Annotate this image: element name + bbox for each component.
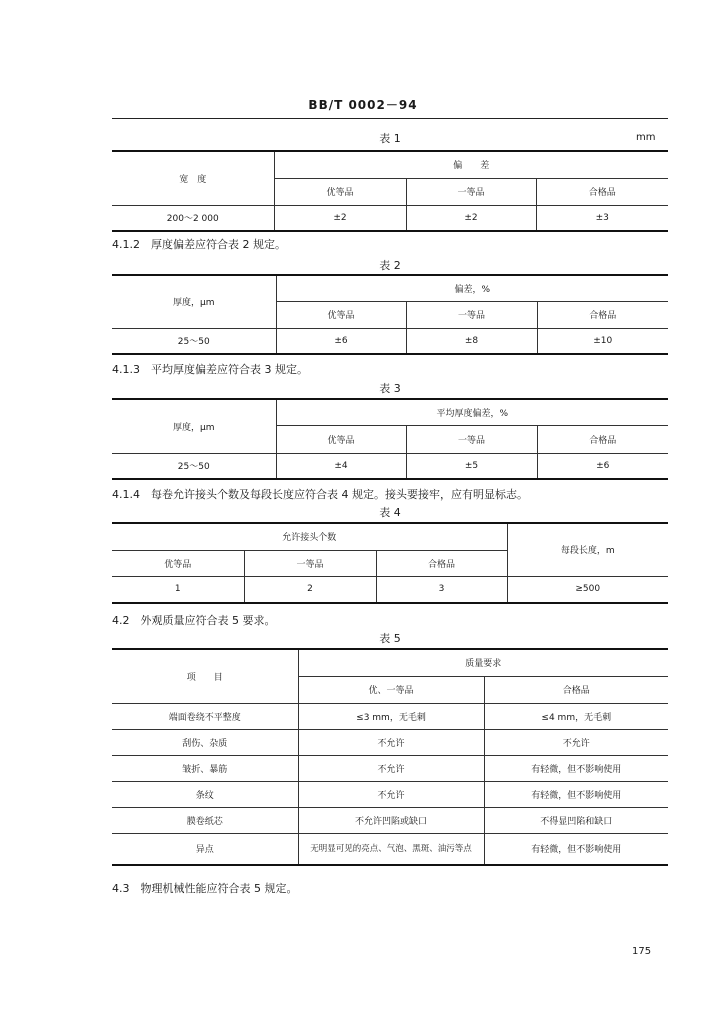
table5-cell: 有轻微，但不影响使用	[484, 833, 668, 865]
table3-thickness-header: 厚度，μm	[112, 399, 276, 453]
table1-grade-first: 一等品	[406, 178, 536, 205]
table1-cell: ±3	[536, 205, 668, 231]
standard-number-header: BB/T 0002－94	[308, 98, 418, 112]
table1-cell: ±2	[274, 205, 406, 231]
table1-cell: ±2	[406, 205, 536, 231]
table5-grade-superior-first: 优、一等品	[298, 676, 484, 703]
table4-cell: ≥500	[507, 576, 668, 603]
table2-cell: ±8	[406, 328, 537, 354]
table3-avg-deviation-header: 平均厚度偏差，%	[276, 399, 668, 425]
table4-grade-qualified: 合格品	[376, 550, 507, 576]
table4-cell: 1	[112, 576, 244, 603]
table2-cell: ±6	[276, 328, 406, 354]
table2-cell: ±10	[537, 328, 668, 354]
table4-caption: 表 4	[379, 506, 401, 519]
table3	[112, 398, 668, 480]
table2-grade-superior: 优等品	[276, 301, 406, 328]
table5-grade-qualified: 合格品	[484, 676, 668, 703]
table5-cell: 有轻微，但不影响使用	[484, 781, 668, 807]
table5	[112, 648, 668, 866]
table1-caption: 表 1	[379, 132, 401, 145]
table5-cell: 不得显凹陷和缺口	[484, 807, 668, 833]
table4-cell: 2	[244, 576, 376, 603]
header-rule	[112, 118, 668, 119]
table3-cell: ±4	[276, 453, 406, 479]
table3-cell: 25～50	[112, 453, 276, 479]
section-4-3: 4.3 物理机械性能应符合表 5 规定。	[112, 882, 298, 895]
table2-caption: 表 2	[379, 259, 401, 272]
table1-grade-superior: 优等品	[274, 178, 406, 205]
table4-grade-superior: 优等品	[112, 550, 244, 576]
table2	[112, 274, 668, 355]
table5-cell: 无明显可见的亮点、气泡、黑斑、油污等点	[298, 833, 484, 865]
table5-cell: 不允许凹陷或缺口	[298, 807, 484, 833]
table5-cell: ≤4 mm，无毛刺	[484, 703, 668, 729]
table3-cell: ±5	[406, 453, 537, 479]
table4-grade-first: 一等品	[244, 550, 376, 576]
table5-item-header: 项 目	[112, 649, 298, 703]
table5-cell: 不允许	[484, 729, 668, 755]
table2-grade-qualified: 合格品	[537, 301, 668, 328]
table5-cell: 不允许	[298, 729, 484, 755]
table1	[112, 150, 668, 232]
table1-unit: mm	[636, 132, 656, 143]
section-4-2: 4.2 外观质量应符合表 5 要求。	[112, 614, 276, 627]
table4-cell: 3	[376, 576, 507, 603]
table1-cell: 200～2 000	[112, 205, 274, 231]
table4-joints-header: 允许接头个数	[112, 523, 507, 550]
table5-quality-header: 质量要求	[298, 649, 668, 676]
section-4-1-2: 4.1.2 厚度偏差应符合表 2 规定。	[112, 238, 286, 251]
table5-caption: 表 5	[379, 632, 401, 645]
table3-grade-superior: 优等品	[276, 425, 406, 453]
section-4-1-3: 4.1.3 平均厚度偏差应符合表 3 规定。	[112, 363, 308, 376]
table1-width-header: 宽 度	[112, 151, 274, 205]
table4	[112, 522, 668, 604]
table5-cell: 不允许	[298, 781, 484, 807]
table2-deviation-header: 偏差，%	[276, 275, 668, 301]
page-number: 175	[632, 946, 652, 957]
table2-thickness-header: 厚度，μm	[112, 275, 276, 328]
table4-length-header: 每段长度，m	[507, 523, 668, 576]
table2-cell: 25～50	[112, 328, 276, 354]
table5-item: 刮伤、杂质	[112, 729, 298, 755]
table3-cell: ±6	[537, 453, 668, 479]
table1-grade-qualified: 合格品	[536, 178, 668, 205]
table3-grade-qualified: 合格品	[537, 425, 668, 453]
table5-item: 异点	[112, 833, 298, 865]
table5-cell: 不允许	[298, 755, 484, 781]
section-4-1-4: 4.1.4 每卷允许接头个数及每段长度应符合表 4 规定。接头要接牢，应有明显标志。	[112, 488, 528, 501]
table5-item: 膜卷纸芯	[112, 807, 298, 833]
table2-grade-first: 一等品	[406, 301, 537, 328]
table5-item: 皱折、暴筋	[112, 755, 298, 781]
table3-caption: 表 3	[379, 382, 401, 395]
table3-grade-first: 一等品	[406, 425, 537, 453]
table5-cell: ≤3 mm，无毛刺	[298, 703, 484, 729]
table5-cell: 有轻微，但不影响使用	[484, 755, 668, 781]
table1-deviation-header: 偏 差	[274, 151, 668, 178]
table5-item: 端面卷绕不平整度	[112, 703, 298, 729]
table5-item: 条纹	[112, 781, 298, 807]
